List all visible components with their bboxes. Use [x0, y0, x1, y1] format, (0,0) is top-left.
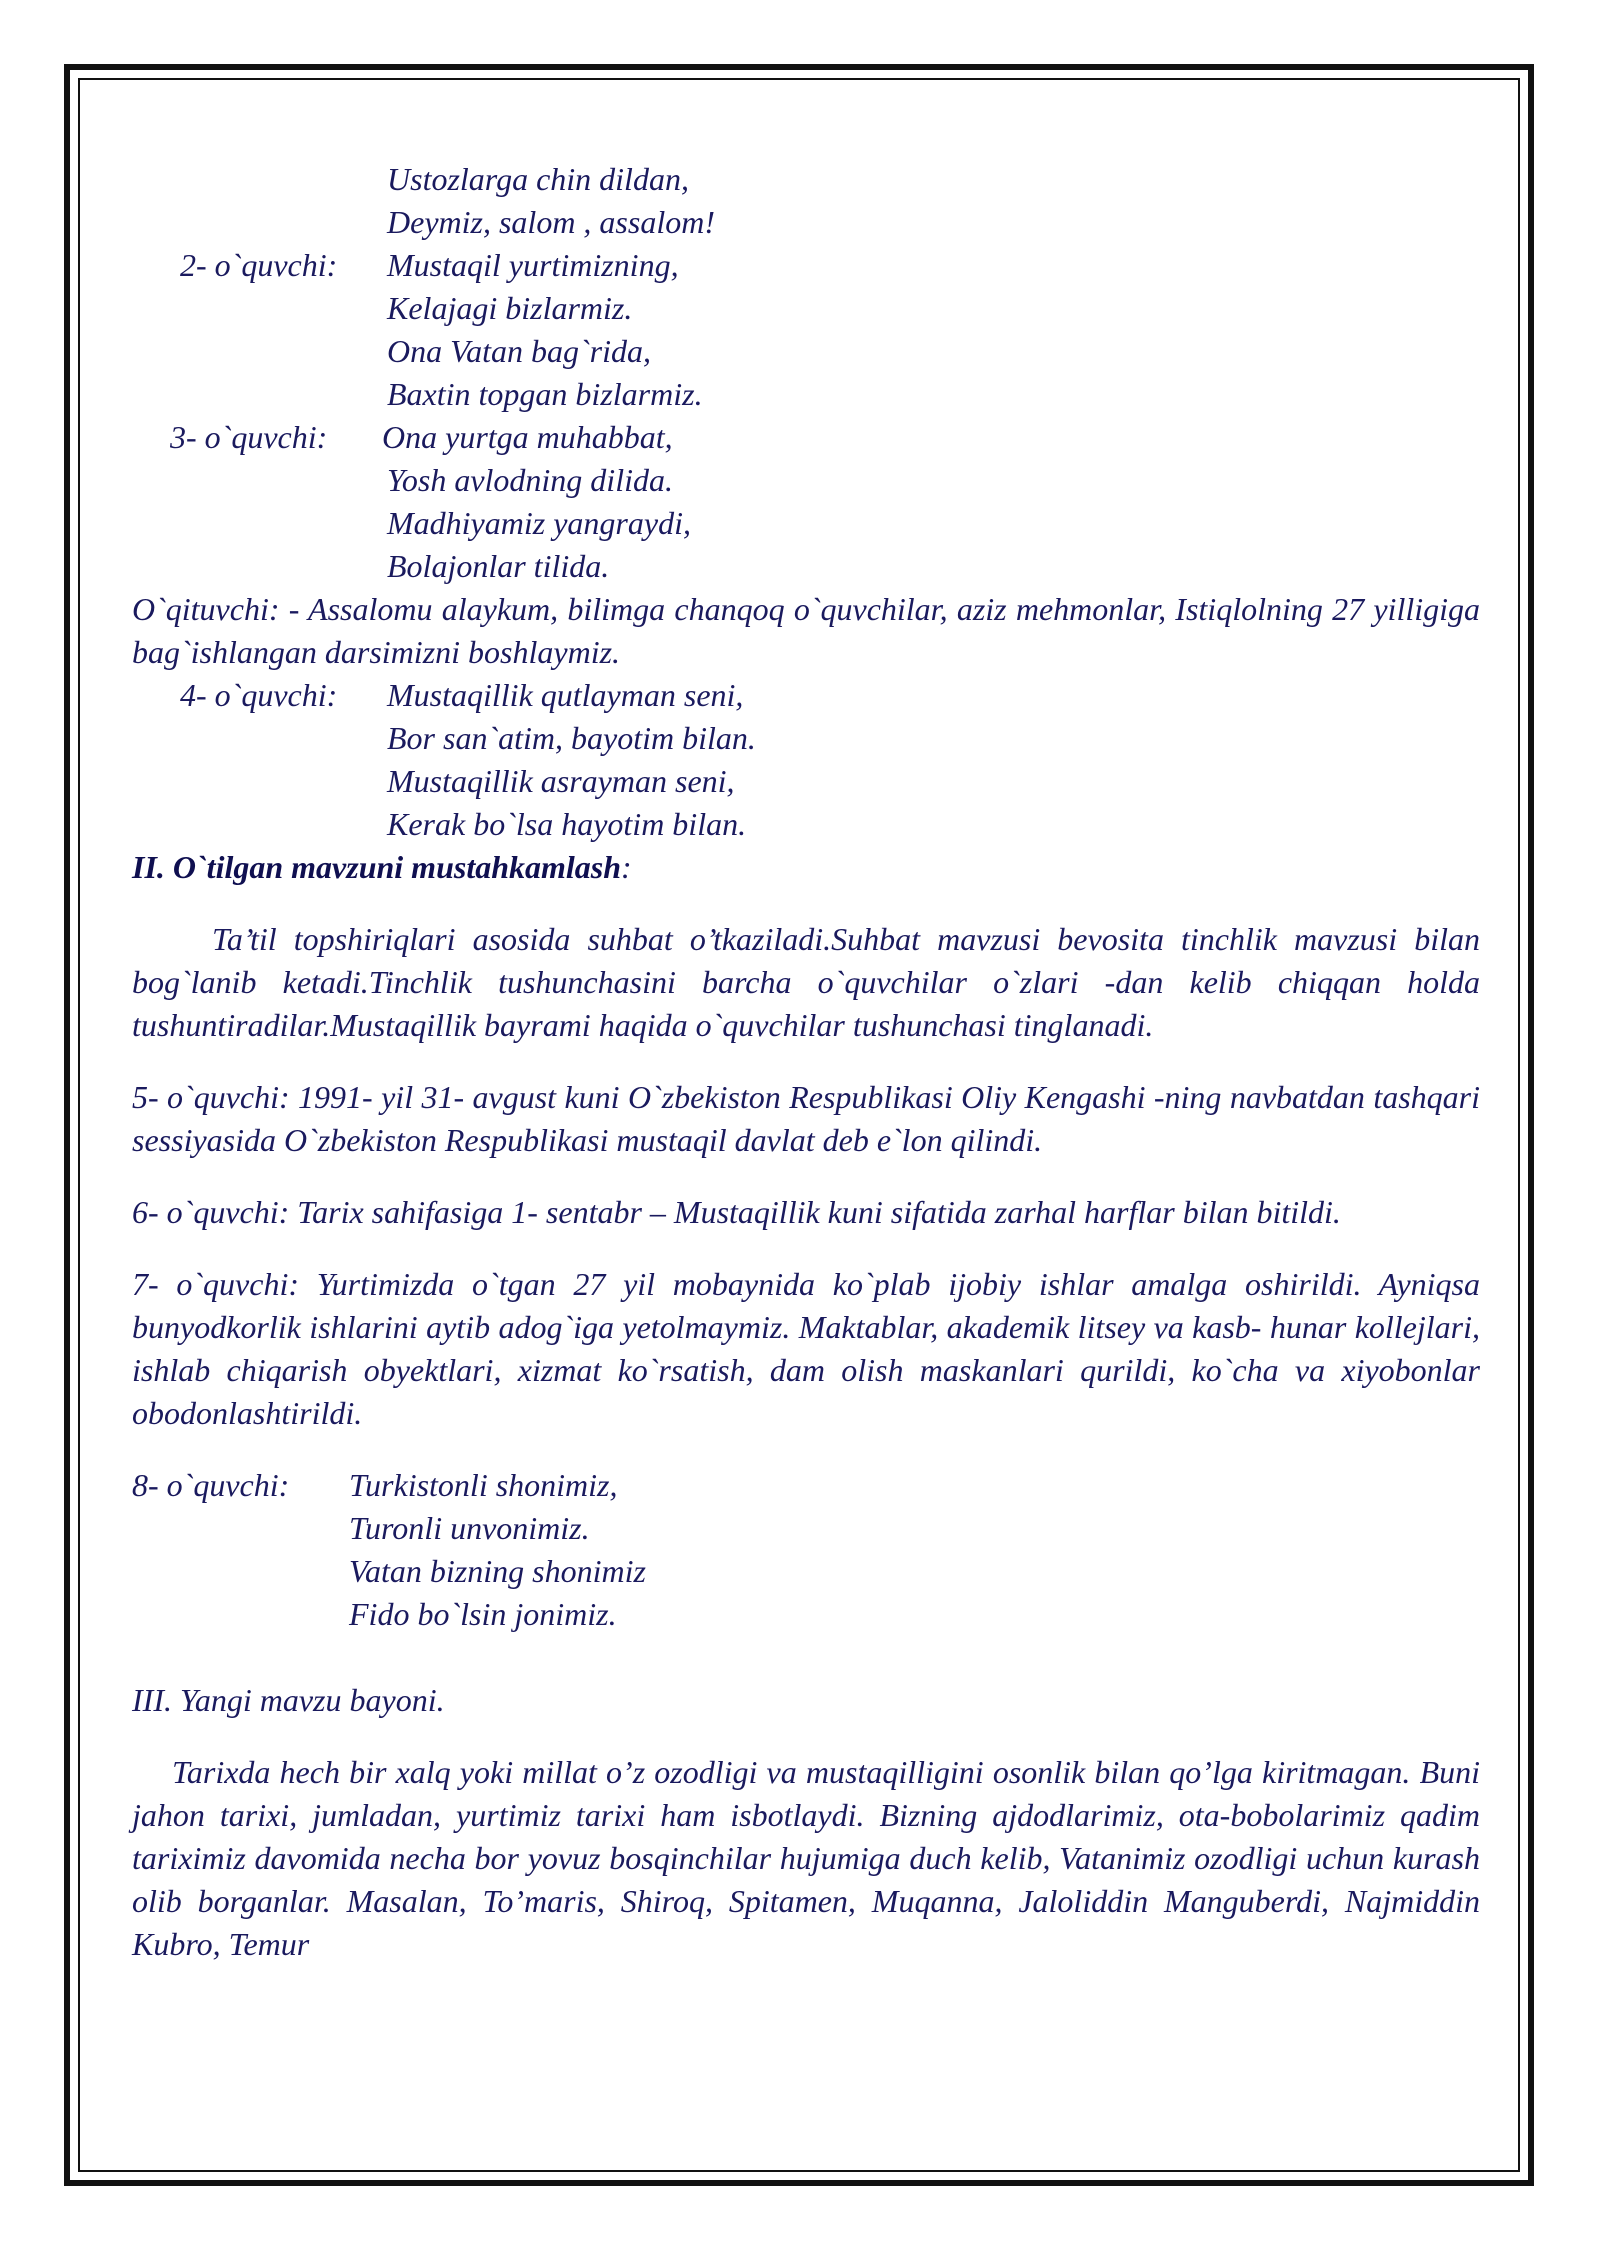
- poem-line: Bor san`atim, bayotim bilan.: [387, 720, 756, 756]
- spacer: [132, 1636, 1480, 1679]
- paragraph-history: Tarixda hech bir xalq yoki millat o’z ozodligi va mustaqilligini osonlik bilan qo’lga kiritmagan. Buni jahon tarixi, jumladan, yurtimiz tarixi ham isbotlaydi. Bizning ajdodlarimiz, ota-bobolarimiz qadim tariximiz davomida necha bor yovuz bosqinchilar hujumiga duch kelib, Vatanimiz ozodligi uchun kurash olib borganlar. Masalan, To’maris, Shiroq, Spitamen, Muqanna, Jaloliddin Manguberdi, Najmiddin Kubro, Temur: [132, 1754, 1480, 1962]
- pupil-8-verse-start: [132, 1464, 1480, 1507]
- section-heading-2: [132, 846, 1480, 889]
- poem-line: Bolajonlar tilida.: [387, 548, 610, 584]
- document-body: [132, 158, 1480, 1966]
- speaker-label: 3- o`quvchi:: [170, 419, 328, 455]
- pupil-2-verse-start: [132, 244, 1480, 287]
- spacer: [132, 1047, 1480, 1076]
- paragraph-holiday-talk: Ta’til topshiriqlari asosida suhbat o’tkaziladi.Suhbat mavzusi bevosita tinchlik mavzusi bilan bog`lanib ketadi.Tinchlik tushunchasini barcha o`quvchilar o`zlari -dan kelib chiqqan holda tushuntiradilar.Mustaqillik bayrami haqida o`quvchilar tushunchasi tinglanadi.: [132, 921, 1480, 1043]
- poem-line: Kelajagi bizlarmiz.: [387, 290, 633, 326]
- pupil-5-text: 5- o`quvchi: 1991- yil 31- avgust kuni O`zbekiston Respublikasi Oliy Kengashi -ning navbatdan tashqari sessiyasida O`zbekiston Respublikasi mustaqil davlat deb e`lon qilindi.: [132, 1079, 1480, 1158]
- pupil-6-text: 6- o`quvchi: Tarix sahifasiga 1- sentabr – Mustaqillik kuni sifatida zarhal harflar bilan bitildi.: [132, 1194, 1341, 1230]
- spacer: [132, 1722, 1480, 1751]
- spacer: [132, 1162, 1480, 1191]
- poem-line: Turonli unvonimiz.: [349, 1510, 590, 1546]
- section-title: II. O`tilgan mavzuni mustahkamlash: [132, 849, 622, 885]
- poem-line: Vatan bizning shonimiz: [349, 1553, 646, 1589]
- poem-line: Ustozlarga chin dildan,: [387, 161, 689, 197]
- spacer: [132, 1234, 1480, 1263]
- poem-line: Ona yurtga muhabbat,: [382, 419, 673, 455]
- pupil-3-verse-start: [132, 416, 1480, 459]
- poem-line: Kerak bo`lsa hayotim bilan.: [387, 806, 747, 842]
- poem-line: Madhiyamiz yangraydi,: [387, 505, 691, 541]
- poem-line: Baxtin topgan bizlarmiz.: [387, 376, 703, 412]
- speaker-label: 8- o`quvchi:: [132, 1467, 290, 1503]
- poem-line: Mustaqillik qutlayman seni,: [387, 677, 744, 713]
- section-heading-3: III. Yangi mavzu bayoni.: [132, 1682, 445, 1718]
- spacer: [132, 1435, 1480, 1464]
- poem-line: Mustaqillik asrayman seni,: [387, 763, 735, 799]
- poem-line: Fido bo`lsin jonimiz.: [349, 1596, 617, 1632]
- pupil-4-verse-start: [132, 674, 1480, 717]
- spacer: [132, 889, 1480, 918]
- poem-line: Turkistonli shonimiz,: [349, 1467, 618, 1503]
- poem-line: Deymiz, salom , assalom!: [387, 204, 715, 240]
- poem-line: Yosh avlodning dilida.: [387, 462, 673, 498]
- speaker-label: 2- o`quvchi:: [180, 247, 338, 283]
- teacher-greeting: O`qituvchi: - Assalomu alaykum, bilimga chanqoq o`quvchilar, aziz mehmonlar, Istiqlolning 27 yilligiga bag`ishlangan darsimizni boshlaymiz.: [132, 591, 1480, 670]
- poem-line: Mustaqil yurtimizning,: [387, 247, 679, 283]
- section-title-colon: :: [621, 849, 632, 885]
- pupil-7-text: 7- o`quvchi: Yurtimizda o`tgan 27 yil mobaynida ko`plab ijobiy ishlar amalga oshirildi. Ayniqsa bunyodkorlik ishlarini aytib adog`iga yetolmaymiz. Maktablar, akademik litsey va kasb- hunar kollejlari, ishlab chiqarish obyektlari, xizmat ko`rsatish, dam olish maskanlari qurildi, ko`cha va xiyobonlar obodonlashtirildi.: [132, 1266, 1480, 1431]
- speaker-label: 4- o`quvchi:: [180, 677, 338, 713]
- poem-line: Ona Vatan bag`rida,: [387, 333, 651, 369]
